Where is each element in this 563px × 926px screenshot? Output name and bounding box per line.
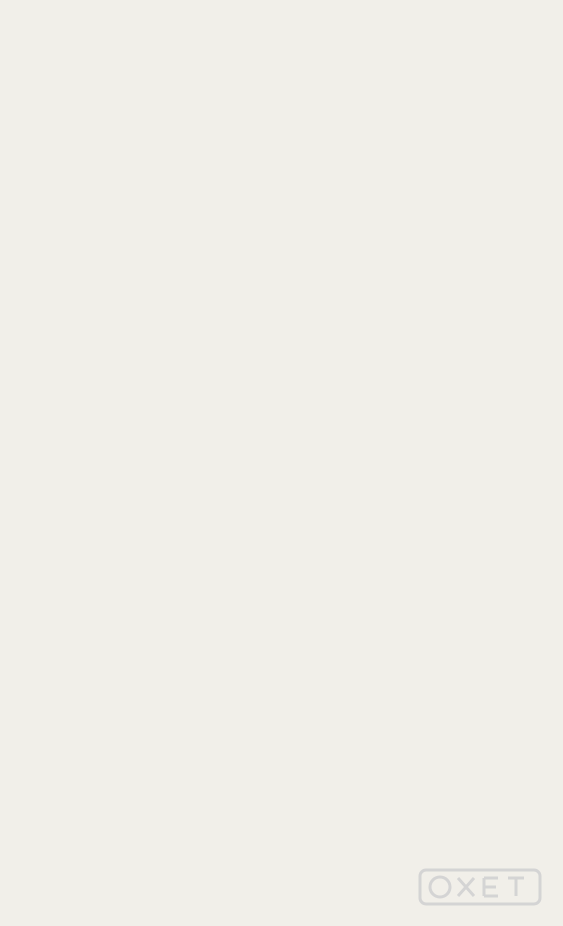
watermark-logo: [418, 868, 542, 906]
left-margin-marks: [2, 40, 24, 840]
